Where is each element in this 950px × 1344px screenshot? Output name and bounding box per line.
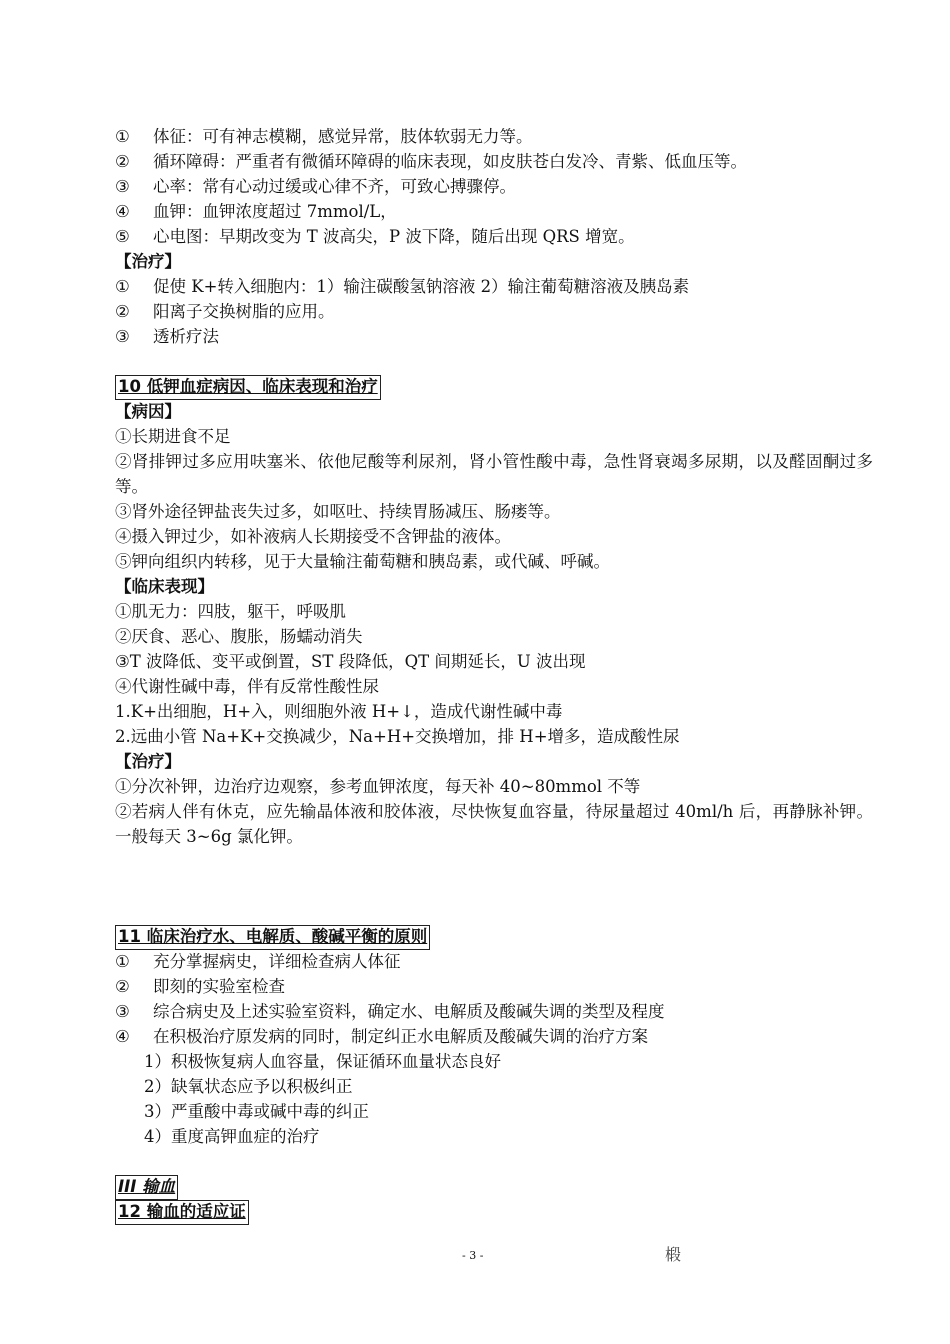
paragraph: ②肾排钾过多应用呋塞米、依他尼酸等利尿剂，肾小管性酸中毒，急性肾衰竭多尿期，以及醛固酮过多等。 (115, 452, 873, 496)
section-heading: 12 输血的适应证 (115, 1200, 249, 1225)
list-number: ① (115, 952, 130, 971)
list-item (115, 949, 875, 974)
sub-list-item: 2）缺氧状态应予以积极纠正 (144, 1077, 353, 1096)
paragraph-line: ①长期进食不足 (115, 427, 231, 446)
list-text: 体征：可有神志模糊，感觉异常，肢体软弱无力等。 (153, 127, 533, 146)
cause-label: 【病因】 (115, 402, 181, 421)
part-heading-row (115, 1174, 875, 1199)
section-heading-row (115, 924, 875, 949)
paragraph-line: ①分次补钾，边治疗边观察，参考血钾浓度，每天补 40~80mmol 不等 (115, 777, 641, 796)
list-number: ③ (115, 177, 130, 196)
list-item (115, 174, 875, 199)
list-number: ③ (115, 327, 130, 346)
page-number: - 3 - (462, 1249, 484, 1262)
part-heading: III 输血 (115, 1175, 178, 1200)
list-text: 即刻的实验室检查 (153, 977, 285, 996)
list-text: 充分掌握病史，详细检查病人体征 (153, 952, 401, 971)
paragraph-line: ①肌无力：四肢，躯干，呼吸肌 (115, 602, 346, 621)
treatment-label: 【治疗】 (115, 752, 181, 771)
paragraph-line: 1.K+出细胞，H+入，则细胞外液 H+↓，造成代谢性碱中毒 (115, 702, 563, 721)
page-content (115, 124, 875, 1224)
list-text: 心电图：早期改变为 T 波高尖，P 波下降，随后出现 QRS 增宽。 (153, 227, 635, 246)
list-item (115, 324, 875, 349)
list-item (115, 274, 875, 299)
list-number: ⑤ (115, 227, 130, 246)
paragraph-line: ③肾外途径钾盐丧失过多，如呕吐、持续胃肠减压、肠瘘等。 (115, 502, 561, 521)
list-number: ③ (115, 1002, 130, 1021)
section-heading: 11 临床治疗水、电解质、酸碱平衡的原则 (115, 925, 430, 950)
spacer (115, 349, 875, 374)
list-text: 透析疗法 (153, 327, 219, 346)
list-number: ④ (115, 1027, 130, 1046)
list-text: 循环障碍：严重者有微循环障碍的临床表现，如皮肤苍白发冷、青紫、低血压等。 (153, 152, 747, 171)
paragraph: ②若病人伴有休克，应先输晶体液和胶体液，尽快恢复血容量，待尿量超过 40ml/h 后，再静脉补钾。一般每天 3~6g 氯化钾。 (115, 802, 873, 846)
section-heading-row (115, 374, 875, 399)
list-item (115, 224, 875, 249)
list-item (115, 124, 875, 149)
spacer (115, 849, 875, 924)
list-number: ④ (115, 202, 130, 221)
sub-list-item: 3）严重酸中毒或碱中毒的纠正 (144, 1102, 369, 1121)
list-number: ① (115, 127, 130, 146)
list-text: 在积极治疗原发病的同时，制定纠正水电解质及酸碱失调的治疗方案 (153, 1027, 648, 1046)
paragraph-line: ④代谢性碱中毒，伴有反常性酸性尿 (115, 677, 379, 696)
paragraph-line: ⑤钾向组织内转移，见于大量输注葡萄糖和胰岛素，或代碱、呼碱。 (115, 552, 610, 571)
page-footer (0, 1246, 950, 1266)
paragraph-line: 2.远曲小管 Na+K+交换减少，Na+H+交换增加，排 H+增多，造成酸性尿 (115, 727, 680, 746)
sub-list-item: 4）重度高钾血症的治疗 (144, 1127, 320, 1146)
paragraph-line: ②厌食、恶心、腹胀，肠蠕动消失 (115, 627, 363, 646)
spacer (115, 1149, 875, 1174)
list-item (115, 149, 875, 174)
list-text: 综合病史及上述实验室资料，确定水、电解质及酸碱失调的类型及程度 (153, 1002, 665, 1021)
list-item (115, 199, 875, 224)
list-text: 阳离子交换树脂的应用。 (153, 302, 335, 321)
list-text: 血钾：血钾浓度超过 7mmol/L， (153, 202, 397, 221)
section-heading: 10 低钾血症病因、临床表现和治疗 (115, 375, 381, 400)
treatment-label: 【治疗】 (115, 252, 181, 271)
paragraph-line: ③T 波降低、变平或倒置，ST 段降低，QT 间期延长，U 波出现 (115, 652, 586, 671)
list-text: 促使 K+转入细胞内：1）输注碳酸氢钠溶液 2）输注葡萄糖溶液及胰岛素 (153, 277, 690, 296)
paragraph-line: ④摄入钾过少，如补液病人长期接受不含钾盐的液体。 (115, 527, 511, 546)
footer-mark: 椴 (665, 1245, 682, 1264)
list-text: 心率：常有心动过缓或心律不齐，可致心搏骤停。 (153, 177, 516, 196)
list-item (115, 1024, 875, 1049)
list-item (115, 299, 875, 324)
list-item (115, 974, 875, 999)
section-heading-row (115, 1199, 875, 1224)
list-item (115, 999, 875, 1024)
clinical-label: 【临床表现】 (115, 577, 214, 596)
list-number: ① (115, 277, 130, 296)
list-number: ② (115, 302, 130, 321)
list-number: ② (115, 977, 130, 996)
list-number: ② (115, 152, 130, 171)
sub-list-item: 1）积极恢复病人血容量，保证循环血量状态良好 (144, 1052, 501, 1071)
